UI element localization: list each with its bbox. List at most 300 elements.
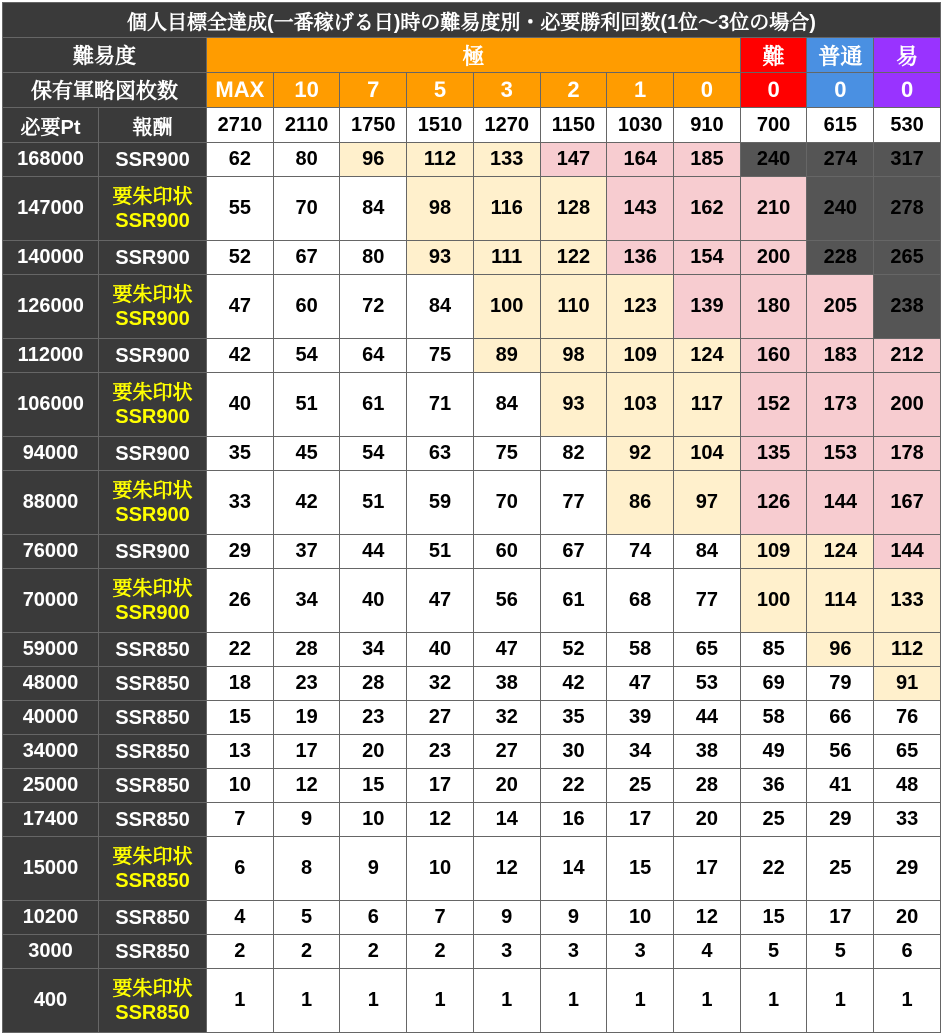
- reward: [99, 143, 207, 177]
- win-count: 1: [273, 969, 340, 1033]
- win-count: 80: [340, 241, 407, 275]
- required-pt: 140000: [3, 241, 99, 275]
- win-count: 238: [874, 275, 941, 339]
- difficulty-3: 易: [874, 38, 941, 73]
- win-count: 84: [473, 373, 540, 437]
- win-count: 136: [607, 241, 674, 275]
- win-count: 144: [874, 535, 941, 569]
- required-pt: 94000: [3, 437, 99, 471]
- win-count: 44: [674, 701, 741, 735]
- win-count: 51: [273, 373, 340, 437]
- win-count: 19: [273, 701, 340, 735]
- win-count: 15: [607, 837, 674, 901]
- reward-line: SSR900: [115, 442, 190, 465]
- card-count-3: 5: [407, 73, 474, 108]
- win-count: 2: [273, 935, 340, 969]
- win-count: 84: [674, 535, 741, 569]
- win-count: 160: [740, 339, 807, 373]
- win-count: 14: [540, 837, 607, 901]
- win-count: 60: [473, 535, 540, 569]
- pt-per-win-10: 530: [874, 108, 941, 143]
- win-count: 15: [207, 701, 274, 735]
- win-count: 180: [740, 275, 807, 339]
- pt-per-win-9: 615: [807, 108, 874, 143]
- win-count: 6: [207, 837, 274, 901]
- win-count: 75: [407, 339, 474, 373]
- win-count: 52: [207, 241, 274, 275]
- win-count: 22: [540, 769, 607, 803]
- win-count: 274: [807, 143, 874, 177]
- pt-per-win-header-row: [3, 108, 941, 143]
- reward-line: SSR900: [115, 209, 190, 232]
- reward: [99, 803, 207, 837]
- required-pt: 40000: [3, 701, 99, 735]
- required-pt: 168000: [3, 143, 99, 177]
- win-count: 124: [674, 339, 741, 373]
- win-count: 72: [340, 275, 407, 339]
- win-count: 1: [473, 969, 540, 1033]
- reward-line: SSR850: [115, 774, 190, 797]
- card-count-1: 10: [273, 73, 340, 108]
- difficulty-2: 普通: [807, 38, 874, 73]
- win-count: 212: [874, 339, 941, 373]
- win-count: 29: [207, 535, 274, 569]
- win-count: 44: [340, 535, 407, 569]
- pt-per-win-5: 1150: [540, 108, 607, 143]
- win-count: 34: [273, 569, 340, 633]
- win-count: 32: [473, 701, 540, 735]
- win-count: 27: [473, 735, 540, 769]
- reward-line: SSR850: [115, 808, 190, 831]
- win-count: 16: [540, 803, 607, 837]
- reward-line: 要朱印状: [112, 479, 193, 502]
- table-row: [3, 769, 941, 803]
- reward: [99, 569, 207, 633]
- reward-line: SSR900: [115, 405, 190, 428]
- win-count: 76: [874, 701, 941, 735]
- reward: [99, 769, 207, 803]
- win-count: 84: [340, 177, 407, 241]
- pt-per-win-0: 2710: [207, 108, 274, 143]
- win-count: 92: [607, 437, 674, 471]
- required-pt: 34000: [3, 735, 99, 769]
- table-row: [3, 177, 941, 241]
- win-count: 3: [540, 935, 607, 969]
- win-count: 144: [807, 471, 874, 535]
- required-pt: 112000: [3, 339, 99, 373]
- win-count: 10: [207, 769, 274, 803]
- win-count: 77: [540, 471, 607, 535]
- win-count: 200: [874, 373, 941, 437]
- win-count: 75: [473, 437, 540, 471]
- reward-line: SSR900: [115, 307, 190, 330]
- win-count: 14: [473, 803, 540, 837]
- win-count: 62: [207, 143, 274, 177]
- win-count: 71: [407, 373, 474, 437]
- win-count: 103: [607, 373, 674, 437]
- win-count: 1: [207, 969, 274, 1033]
- win-count: 1: [540, 969, 607, 1033]
- win-count: 20: [473, 769, 540, 803]
- win-count: 29: [874, 837, 941, 901]
- win-count: 33: [207, 471, 274, 535]
- win-count: 23: [340, 701, 407, 735]
- win-count: 51: [407, 535, 474, 569]
- reward: [99, 901, 207, 935]
- win-count: 27: [407, 701, 474, 735]
- win-count: 84: [407, 275, 474, 339]
- win-count: 28: [340, 667, 407, 701]
- reward: [99, 275, 207, 339]
- win-count: 48: [874, 769, 941, 803]
- win-count: 4: [674, 935, 741, 969]
- win-count: 91: [874, 667, 941, 701]
- win-count: 9: [340, 837, 407, 901]
- win-count: 23: [273, 667, 340, 701]
- win-count: 47: [473, 633, 540, 667]
- win-count: 205: [807, 275, 874, 339]
- reward-line: SSR850: [115, 706, 190, 729]
- required-pt: 76000: [3, 535, 99, 569]
- table-row: [3, 143, 941, 177]
- win-count: 167: [874, 471, 941, 535]
- win-count: 40: [407, 633, 474, 667]
- win-count: 133: [874, 569, 941, 633]
- reward-line: SSR900: [115, 601, 190, 624]
- win-count: 6: [340, 901, 407, 935]
- reward: [99, 177, 207, 241]
- reward-line: SSR850: [115, 1001, 190, 1024]
- win-count: 61: [540, 569, 607, 633]
- win-count: 22: [207, 633, 274, 667]
- win-count: 28: [674, 769, 741, 803]
- reward: [99, 241, 207, 275]
- table-title: 個人目標全達成(一番稼げる日)時の難易度別・必要勝利回数(1位～3位の場合): [3, 3, 941, 38]
- table-row: [3, 437, 941, 471]
- win-count: 147: [540, 143, 607, 177]
- win-count: 80: [273, 143, 340, 177]
- cards-label: 保有軍略図枚数: [3, 73, 207, 108]
- reward-line: 要朱印状: [112, 381, 193, 404]
- reward-line: 要朱印状: [112, 185, 193, 208]
- reward-line: SSR900: [115, 503, 190, 526]
- win-count: 17: [407, 769, 474, 803]
- reward-line: SSR850: [115, 940, 190, 963]
- win-count: 7: [207, 803, 274, 837]
- win-count: 33: [874, 803, 941, 837]
- win-count: 13: [207, 735, 274, 769]
- reward: [99, 535, 207, 569]
- reward-line: SSR850: [115, 672, 190, 695]
- reward-line: 要朱印状: [112, 845, 193, 868]
- difficulty-header-row: [3, 38, 941, 73]
- reward-line: 要朱印状: [112, 577, 193, 600]
- required-pt: 15000: [3, 837, 99, 901]
- difficulty-label: 難易度: [3, 38, 207, 73]
- win-count: 154: [674, 241, 741, 275]
- required-pt: 10200: [3, 901, 99, 935]
- win-count: 38: [674, 735, 741, 769]
- win-count: 79: [807, 667, 874, 701]
- required-wins-table: [2, 2, 941, 1033]
- win-count: 25: [807, 837, 874, 901]
- win-count: 128: [540, 177, 607, 241]
- table-row: [3, 633, 941, 667]
- reward: [99, 339, 207, 373]
- reward-line: SSR850: [115, 869, 190, 892]
- table-row: [3, 935, 941, 969]
- win-count: 58: [740, 701, 807, 735]
- win-count: 25: [740, 803, 807, 837]
- win-count: 26: [207, 569, 274, 633]
- win-count: 6: [874, 935, 941, 969]
- required-pt: 48000: [3, 667, 99, 701]
- pt-per-win-3: 1510: [407, 108, 474, 143]
- win-count: 1: [607, 969, 674, 1033]
- win-count: 1: [407, 969, 474, 1033]
- win-count: 56: [807, 735, 874, 769]
- win-count: 240: [807, 177, 874, 241]
- win-count: 64: [340, 339, 407, 373]
- win-count: 1: [807, 969, 874, 1033]
- win-count: 54: [340, 437, 407, 471]
- win-count: 23: [407, 735, 474, 769]
- win-count: 210: [740, 177, 807, 241]
- win-count: 1: [674, 969, 741, 1033]
- table-row: [3, 339, 941, 373]
- win-count: 25: [607, 769, 674, 803]
- win-count: 61: [340, 373, 407, 437]
- win-count: 22: [740, 837, 807, 901]
- table-row: [3, 837, 941, 901]
- win-count: 109: [607, 339, 674, 373]
- win-count: 17: [607, 803, 674, 837]
- win-count: 89: [473, 339, 540, 373]
- win-count: 59: [407, 471, 474, 535]
- win-count: 12: [674, 901, 741, 935]
- card-count-7: 0: [674, 73, 741, 108]
- win-count: 117: [674, 373, 741, 437]
- win-count: 36: [740, 769, 807, 803]
- win-count: 56: [473, 569, 540, 633]
- reward: [99, 837, 207, 901]
- win-count: 74: [607, 535, 674, 569]
- pt-per-win-4: 1270: [473, 108, 540, 143]
- win-count: 93: [407, 241, 474, 275]
- win-count: 66: [807, 701, 874, 735]
- table-row: [3, 535, 941, 569]
- table-row: [3, 241, 941, 275]
- win-count: 35: [540, 701, 607, 735]
- win-count: 8: [273, 837, 340, 901]
- win-count: 15: [740, 901, 807, 935]
- card-count-0: MAX: [207, 73, 274, 108]
- pt-per-win-1: 2110: [273, 108, 340, 143]
- reward: [99, 667, 207, 701]
- win-count: 12: [407, 803, 474, 837]
- win-count: 29: [807, 803, 874, 837]
- win-count: 3: [607, 935, 674, 969]
- reward: [99, 471, 207, 535]
- win-count: 278: [874, 177, 941, 241]
- win-count: 2: [340, 935, 407, 969]
- win-count: 97: [674, 471, 741, 535]
- win-count: 1: [874, 969, 941, 1033]
- win-count: 183: [807, 339, 874, 373]
- win-count: 54: [273, 339, 340, 373]
- win-count: 2: [407, 935, 474, 969]
- win-count: 40: [340, 569, 407, 633]
- reward-line: SSR850: [115, 638, 190, 661]
- win-count: 96: [340, 143, 407, 177]
- required-pt: 88000: [3, 471, 99, 535]
- table-row: [3, 901, 941, 935]
- required-pt: 126000: [3, 275, 99, 339]
- win-count: 9: [540, 901, 607, 935]
- reward-line: SSR900: [115, 344, 190, 367]
- win-count: 86: [607, 471, 674, 535]
- table-row: [3, 667, 941, 701]
- reward: [99, 935, 207, 969]
- required-pt: 147000: [3, 177, 99, 241]
- win-count: 69: [740, 667, 807, 701]
- win-count: 123: [607, 275, 674, 339]
- win-count: 55: [207, 177, 274, 241]
- win-count: 58: [607, 633, 674, 667]
- win-count: 45: [273, 437, 340, 471]
- win-count: 34: [340, 633, 407, 667]
- table-row: [3, 569, 941, 633]
- reward: [99, 969, 207, 1033]
- reward-line: SSR850: [115, 740, 190, 763]
- win-count: 100: [740, 569, 807, 633]
- win-count: 98: [540, 339, 607, 373]
- win-count: 10: [407, 837, 474, 901]
- win-count: 104: [674, 437, 741, 471]
- win-count: 17: [807, 901, 874, 935]
- win-count: 5: [807, 935, 874, 969]
- card-count-9: 0: [807, 73, 874, 108]
- card-count-5: 2: [540, 73, 607, 108]
- win-count: 17: [273, 735, 340, 769]
- reward: [99, 633, 207, 667]
- win-count: 49: [740, 735, 807, 769]
- required-pt: 106000: [3, 373, 99, 437]
- table-row: [3, 969, 941, 1033]
- win-count: 133: [473, 143, 540, 177]
- win-count: 68: [607, 569, 674, 633]
- win-count: 112: [407, 143, 474, 177]
- win-count: 98: [407, 177, 474, 241]
- required-pt: 70000: [3, 569, 99, 633]
- win-count: 185: [674, 143, 741, 177]
- required-pt: 3000: [3, 935, 99, 969]
- card-count-6: 1: [607, 73, 674, 108]
- win-count: 85: [740, 633, 807, 667]
- win-count: 10: [607, 901, 674, 935]
- required-pt: 17400: [3, 803, 99, 837]
- reward-line: SSR900: [115, 246, 190, 269]
- win-count: 164: [607, 143, 674, 177]
- pt-per-win-2: 1750: [340, 108, 407, 143]
- table-row: [3, 275, 941, 339]
- win-count: 53: [674, 667, 741, 701]
- card-count-8: 0: [740, 73, 807, 108]
- reward-line: SSR850: [115, 906, 190, 929]
- win-count: 162: [674, 177, 741, 241]
- win-count: 65: [674, 633, 741, 667]
- pt-per-win-8: 700: [740, 108, 807, 143]
- win-count: 1: [740, 969, 807, 1033]
- win-count: 110: [540, 275, 607, 339]
- win-count: 93: [540, 373, 607, 437]
- win-count: 1: [340, 969, 407, 1033]
- win-count: 60: [273, 275, 340, 339]
- win-count: 39: [607, 701, 674, 735]
- win-count: 20: [874, 901, 941, 935]
- win-count: 228: [807, 241, 874, 275]
- win-count: 153: [807, 437, 874, 471]
- win-count: 200: [740, 241, 807, 275]
- win-count: 18: [207, 667, 274, 701]
- win-count: 10: [340, 803, 407, 837]
- reward-label: 報酬: [99, 108, 207, 143]
- win-count: 178: [874, 437, 941, 471]
- win-count: 47: [607, 667, 674, 701]
- win-count: 37: [273, 535, 340, 569]
- win-count: 143: [607, 177, 674, 241]
- win-count: 70: [473, 471, 540, 535]
- win-count: 12: [273, 769, 340, 803]
- required-pt: 59000: [3, 633, 99, 667]
- win-count: 32: [407, 667, 474, 701]
- win-count: 20: [674, 803, 741, 837]
- win-count: 65: [874, 735, 941, 769]
- win-count: 42: [207, 339, 274, 373]
- card-count-header-row: [3, 73, 941, 108]
- win-count: 63: [407, 437, 474, 471]
- win-count: 28: [273, 633, 340, 667]
- win-count: 40: [207, 373, 274, 437]
- win-count: 4: [207, 901, 274, 935]
- win-count: 111: [473, 241, 540, 275]
- table-body: [3, 3, 941, 1033]
- win-count: 42: [540, 667, 607, 701]
- win-count: 152: [740, 373, 807, 437]
- table-row: [3, 701, 941, 735]
- difficulty-1: 難: [740, 38, 807, 73]
- reward: [99, 701, 207, 735]
- win-count: 9: [473, 901, 540, 935]
- win-count: 265: [874, 241, 941, 275]
- win-count: 17: [674, 837, 741, 901]
- reward: [99, 437, 207, 471]
- win-count: 70: [273, 177, 340, 241]
- win-count: 122: [540, 241, 607, 275]
- win-count: 67: [540, 535, 607, 569]
- win-count: 7: [407, 901, 474, 935]
- required-pt-label: 必要Pt: [3, 108, 99, 143]
- win-count: 124: [807, 535, 874, 569]
- win-count: 135: [740, 437, 807, 471]
- win-count: 5: [740, 935, 807, 969]
- reward-line: 要朱印状: [112, 283, 193, 306]
- win-count: 3: [473, 935, 540, 969]
- win-count: 96: [807, 633, 874, 667]
- table-row: [3, 735, 941, 769]
- win-count: 9: [273, 803, 340, 837]
- win-count: 15: [340, 769, 407, 803]
